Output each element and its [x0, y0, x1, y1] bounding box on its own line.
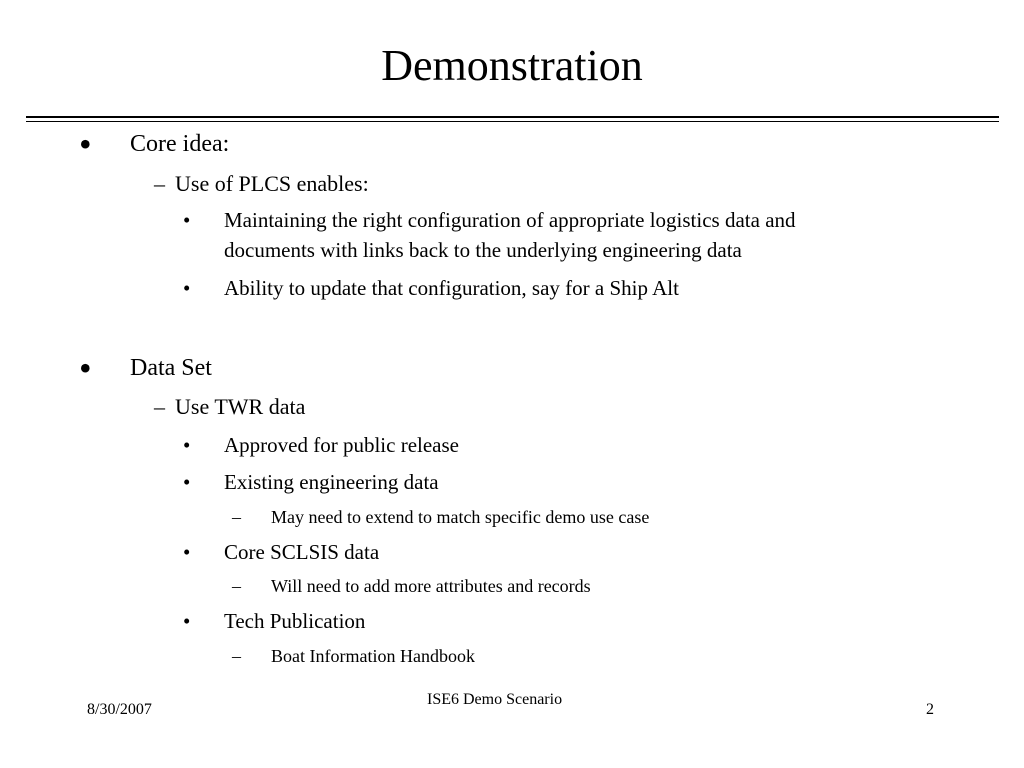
- level3-bullet: •: [183, 540, 191, 564]
- bullet-existing-engineering: Existing engineering data: [224, 470, 439, 494]
- level4-dash: –: [232, 646, 241, 666]
- sub-will-need-to-add: Will need to add more attributes and records: [271, 576, 591, 596]
- section-heading-data-set: Data Set: [130, 355, 212, 381]
- footer-title: ISE6 Demo Scenario: [427, 691, 563, 708]
- bullet-approved: Approved for public release: [224, 433, 459, 457]
- level3-bullet: •: [183, 470, 191, 494]
- bullet-ability-to-update: Ability to update that configuration, say for a Ship Alt: [224, 276, 679, 300]
- footer-date: 8/30/2007: [87, 701, 152, 718]
- sub-boat-information-handbook: Boat Information Handbook: [271, 646, 475, 666]
- level4-dash: –: [232, 507, 241, 527]
- level4-dash: –: [232, 576, 241, 596]
- sub-may-need-to-extend: May need to extend to match specific demo use case: [271, 507, 650, 527]
- bullet-maintaining-line2: documents with links back to the underlying engineering data: [224, 238, 742, 262]
- level2-dash: –: [154, 171, 165, 196]
- slide-number: 2: [926, 701, 934, 718]
- slide-title: Demonstration: [381, 41, 643, 90]
- level3-bullet: •: [183, 433, 191, 457]
- level3-bullet: •: [183, 609, 191, 633]
- level2-dash: –: [154, 394, 165, 419]
- title-divider-thin: [26, 121, 999, 122]
- bullet-tech-publication: Tech Publication: [224, 609, 366, 633]
- level3-bullet: •: [183, 208, 191, 232]
- section-heading-core-idea: Core idea:: [130, 131, 230, 157]
- level1-bullet: •: [79, 348, 92, 388]
- bullet-maintaining-line1: Maintaining the right configuration of appropriate logistics data and: [224, 208, 796, 232]
- item-use-of-plcs: Use of PLCS enables:: [175, 171, 369, 196]
- level3-bullet: •: [183, 276, 191, 300]
- title-divider-thick: [26, 116, 999, 118]
- bullet-core-sclsis: Core SCLSIS data: [224, 540, 380, 564]
- level1-bullet: •: [79, 124, 92, 164]
- item-use-twr-data: Use TWR data: [175, 394, 306, 419]
